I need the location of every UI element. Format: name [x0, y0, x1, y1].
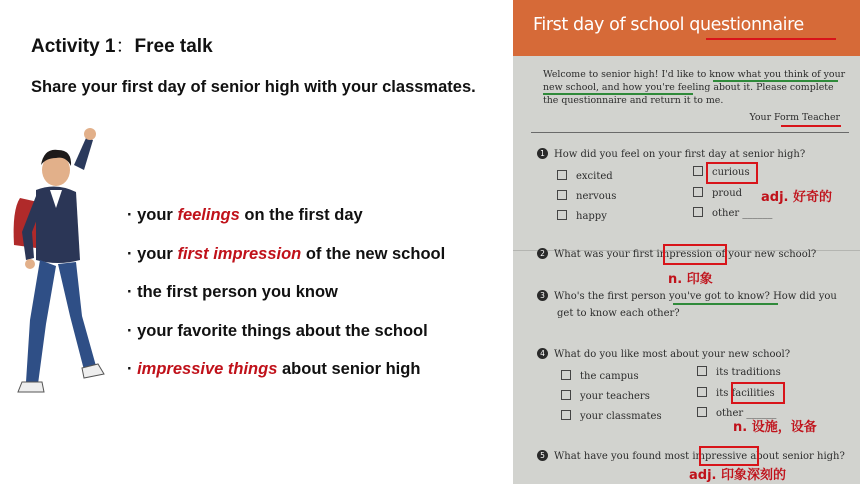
activity-topic: Free talk — [134, 36, 213, 57]
title-separator: ： — [115, 36, 135, 57]
option-checkbox[interactable]: nervous — [557, 190, 616, 202]
option-checkbox[interactable]: excited — [557, 170, 613, 182]
highlight-box — [706, 162, 758, 184]
divider — [531, 132, 849, 133]
option-checkbox[interactable]: its traditions — [697, 366, 781, 378]
question-1: 1 How did you feel on your first day at senior high? — [537, 148, 805, 160]
question-3: 3 Who's the first person you've got to know? How did you — [537, 290, 837, 302]
talking-point — [127, 319, 445, 358]
bullet-text: your favorite things about the school — [137, 321, 428, 340]
option-checkbox[interactable]: curious — [693, 166, 750, 178]
option-checkbox[interactable]: proud — [693, 187, 742, 199]
bullet-highlight: first impression — [177, 244, 302, 263]
bullet-text: about senior high — [282, 360, 421, 378]
talking-point — [127, 280, 445, 319]
bullet-dot: · — [127, 244, 133, 263]
question-2: 2 What was your first impression of your new school? — [537, 248, 816, 260]
underline-mark — [713, 80, 838, 82]
underline-mark — [706, 38, 836, 40]
bullet-highlight: impressive things — [137, 360, 278, 378]
activity-title — [31, 31, 213, 58]
highlight-box — [663, 244, 727, 265]
underline-mark — [781, 125, 841, 127]
bullet-dot: · — [127, 321, 133, 340]
annotation-curious: adj. 好奇的 — [761, 190, 832, 205]
underline-mark — [673, 303, 778, 305]
questionnaire-photo — [513, 0, 860, 484]
bullet-text: on the first day — [244, 206, 363, 224]
question-3-continued: get to know each other? — [557, 308, 680, 319]
jumping-student-illustration — [0, 120, 125, 450]
question-5: 5 What have you found most impressive about senior high? — [537, 450, 845, 462]
bullet-dot: · — [127, 206, 133, 224]
bullet-text: of the new school — [305, 244, 446, 263]
talking-point — [127, 242, 445, 281]
question-4: 4 What do you like most about your new school? — [537, 348, 790, 360]
annotation-facilities: n. 设施，设备 — [733, 420, 817, 435]
option-checkbox[interactable]: happy — [557, 210, 607, 222]
option-checkbox[interactable]: other ______ — [693, 207, 772, 219]
bullet-dot: · — [127, 360, 133, 378]
annotation-impressive: adj. 印象深刻的 — [689, 468, 786, 483]
activity-label: Activity 1 — [31, 36, 116, 57]
annotation-impression: n. 印象 — [668, 272, 713, 287]
bullet-dot: · — [127, 283, 133, 301]
highlight-box — [731, 382, 785, 404]
bullet-text: the first person you know — [137, 283, 338, 301]
option-checkbox[interactable]: your teachers — [561, 390, 650, 402]
underline-mark — [543, 93, 693, 95]
option-checkbox[interactable]: its facilities — [697, 387, 775, 399]
questionnaire-title: First day of school questionnaire — [533, 15, 804, 35]
bullet-text: your — [137, 206, 173, 224]
bullet-text: your — [137, 244, 173, 263]
questionnaire-intro: Welcome to senior high! I'd like to know what you think of your new school, and how you're feeling about it. Please complete the questionnaire and return it to me. — [543, 69, 846, 106]
option-checkbox[interactable]: your classmates — [561, 410, 662, 422]
talking-point — [127, 203, 445, 242]
activity-instruction: Share your first day of senior high with your classmates. — [31, 78, 476, 96]
form-teacher-signature: Your Form Teacher — [749, 112, 840, 123]
talking-points-list — [127, 203, 445, 396]
bullet-highlight: feelings — [177, 206, 240, 224]
option-checkbox[interactable]: other ______ — [697, 407, 776, 419]
talking-point — [127, 357, 445, 396]
option-checkbox[interactable]: the campus — [561, 370, 639, 382]
highlight-box — [699, 446, 759, 466]
